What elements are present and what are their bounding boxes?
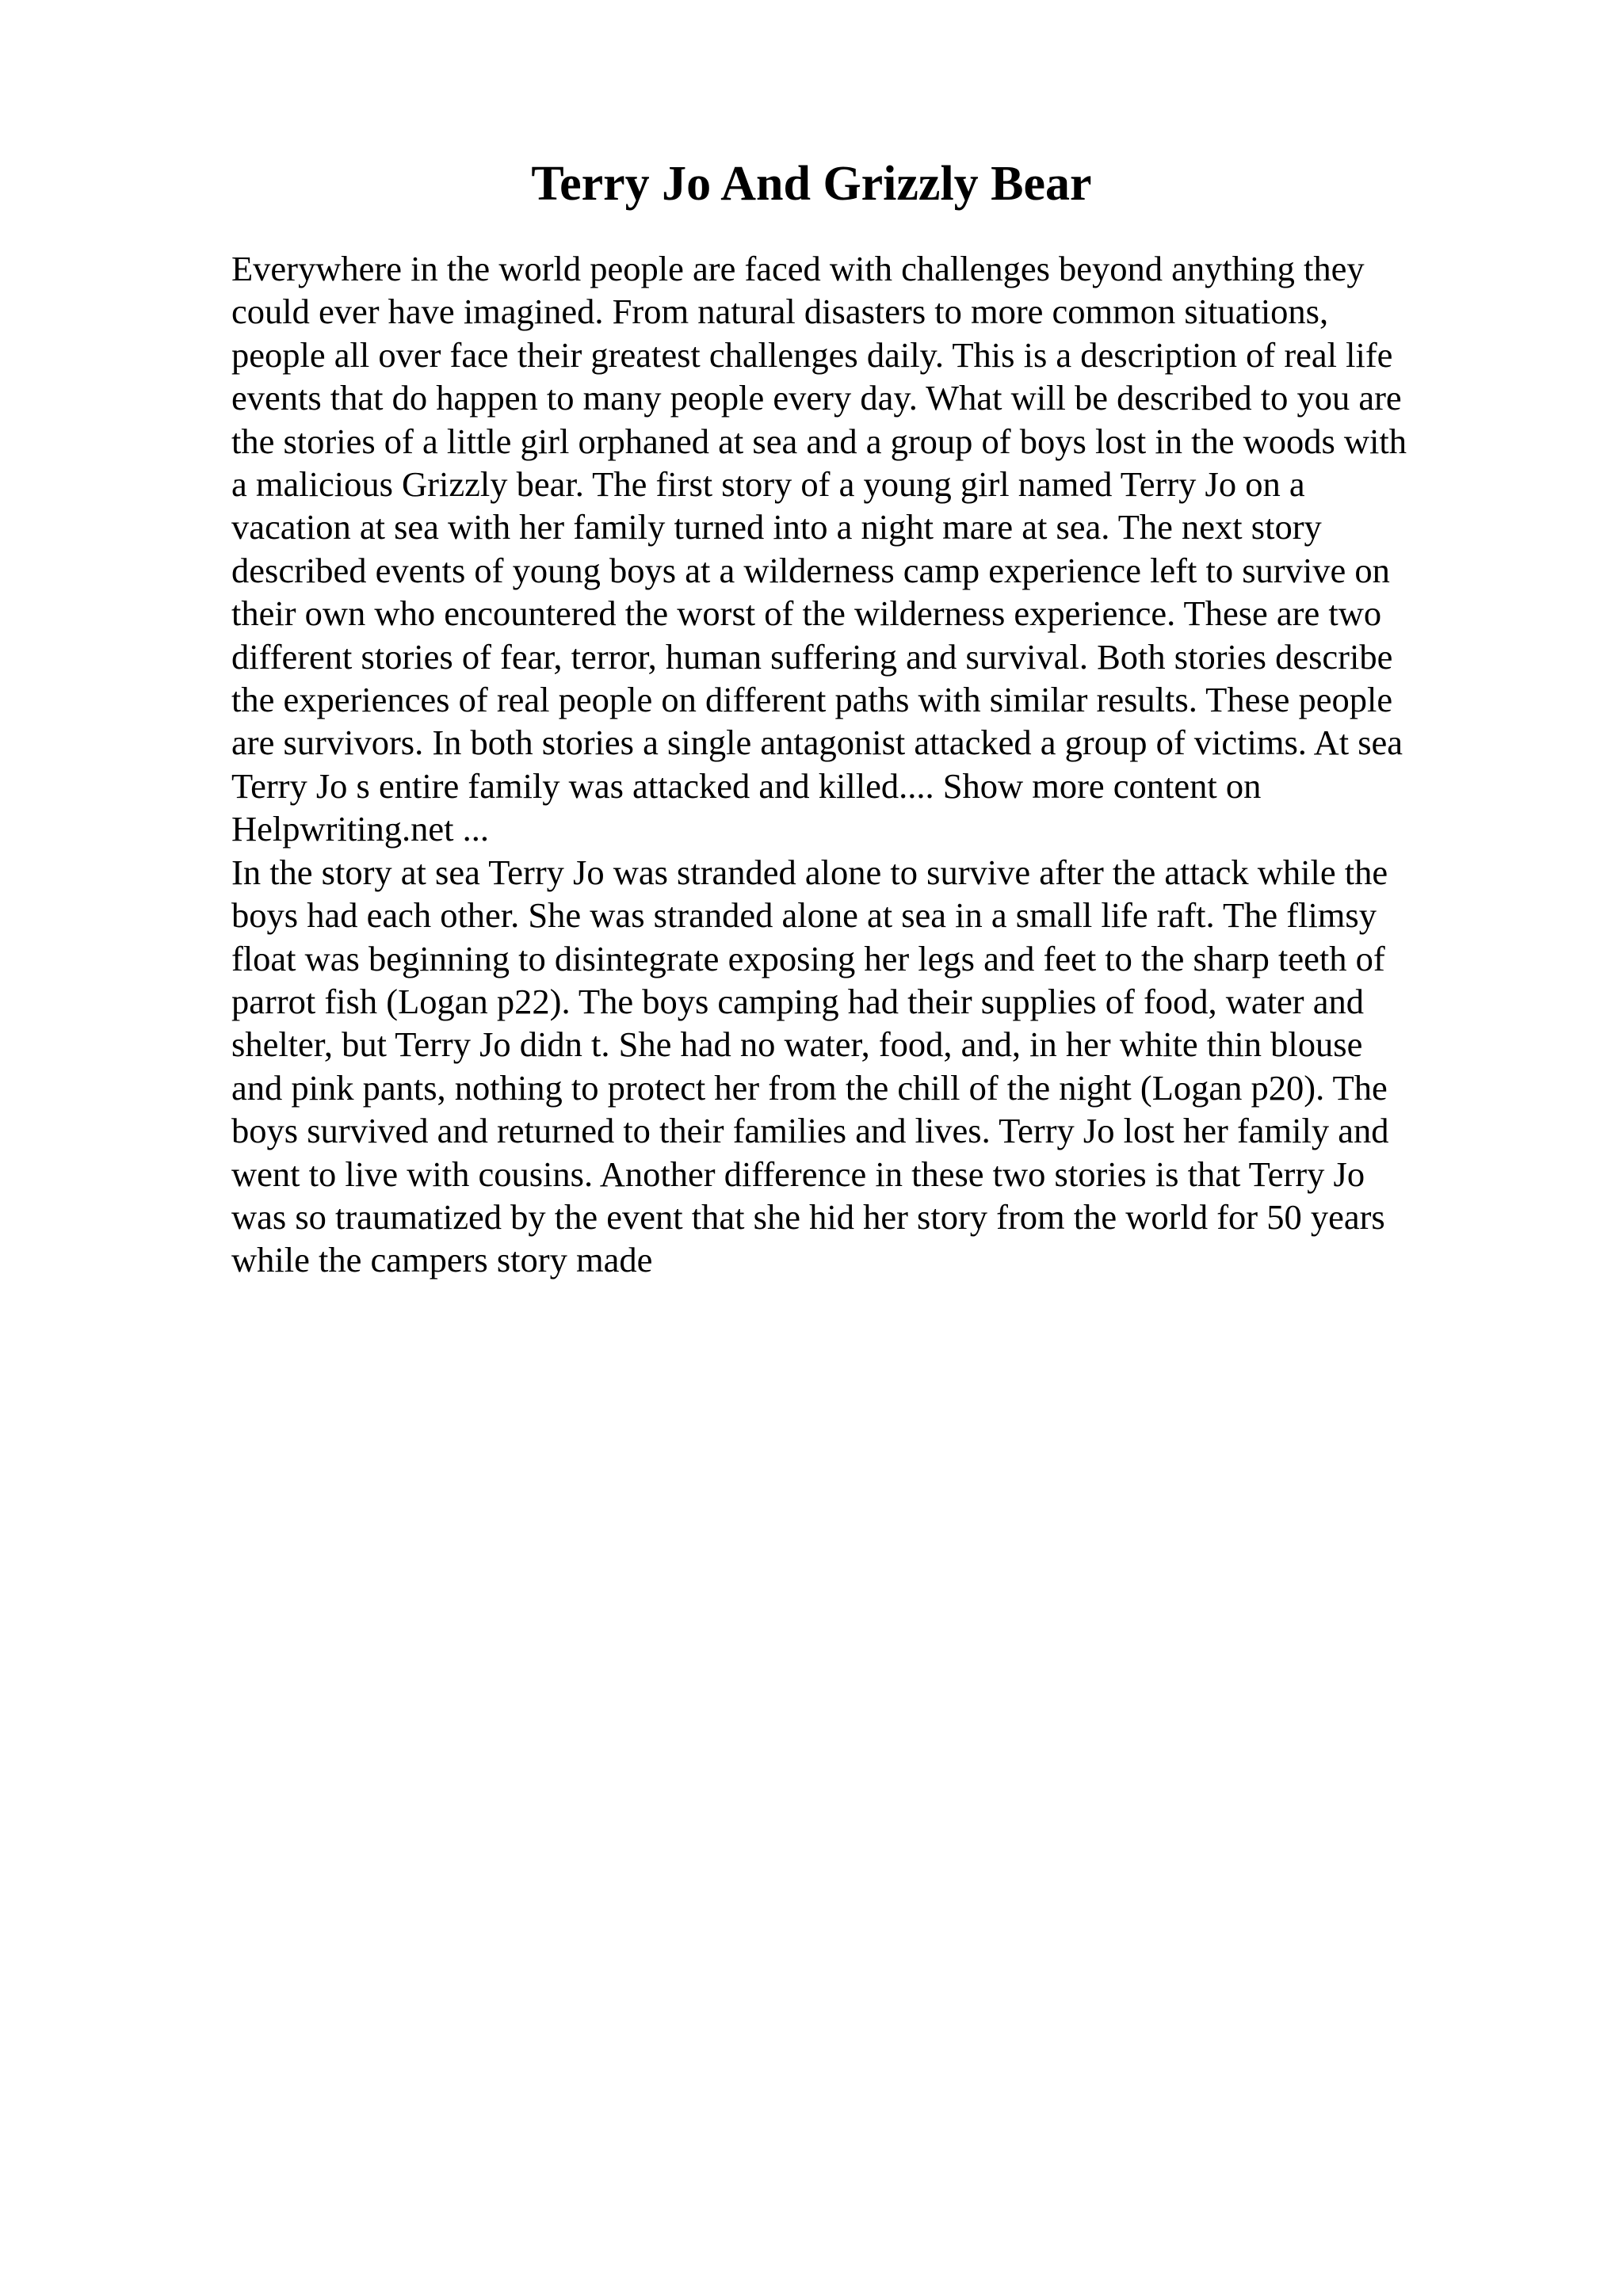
- text-line: a malicious Grizzly bear. The first story of a young girl named Terry Jo on a: [231, 464, 1305, 505]
- text-line: described events of young boys at a wilderness camp experience left to survive on: [231, 550, 1390, 590]
- text-line: are survivors. In both stories a single antagonist attacked a group of victims. At sea: [231, 723, 1403, 763]
- text-line: went to live with cousins. Another difference in these two stories is that Terry Jo: [231, 1154, 1365, 1194]
- text-line: their own who encountered the worst of the wilderness experience. These are two: [231, 593, 1382, 634]
- text-line: parrot fish (Logan p22). The boys camping had their supplies of food, water and: [231, 981, 1364, 1021]
- text-line: while the campers story made: [231, 1240, 653, 1280]
- text-line: and pink pants, nothing to protect her from the chill of the night (Logan p20). The: [231, 1067, 1388, 1108]
- text-line: was so traumatized by the event that she hid her story from the world for 50 years: [231, 1196, 1385, 1237]
- text-line: boys had each other. She was stranded alone at sea in a small life raft. The flimsy: [231, 895, 1377, 936]
- text-line: Everywhere in the world people are faced with challenges beyond anything they: [231, 249, 1365, 288]
- text-line: the experiences of real people on different paths with similar results. These people: [231, 680, 1393, 720]
- text-line: In the story at sea Terry Jo was stranded alone to survive after the attack while the: [231, 852, 1388, 892]
- text-line: the stories of a little girl orphaned at sea and a group of boys lost in the woods with: [231, 421, 1407, 461]
- text-line: events that do happen to many people every day. What will be described to you are: [231, 378, 1402, 418]
- text-line: float was beginning to disintegrate exposing her legs and feet to the sharp teeth of: [231, 938, 1385, 978]
- text-line: Helpwriting.net ...: [231, 809, 490, 849]
- text-line: could ever have imagined. From natural disasters to more common situations,: [231, 292, 1329, 332]
- page-title: Terry Jo And Grizzly Bear: [531, 157, 1092, 211]
- document-body: [231, 247, 1484, 1282]
- text-line: people all over face their greatest challenges daily. This is a description of real life: [231, 334, 1393, 375]
- text-line: different stories of fear, terror, human suffering and survival. Both stories describe: [231, 636, 1393, 677]
- text-line: vacation at sea with her family turned into a night mare at sea. The next story: [231, 507, 1322, 547]
- text-line: Terry Jo s entire family was attacked and killed.... Show more content on: [231, 765, 1262, 806]
- text-line: shelter, but Terry Jo didn t. She had no water, food, and, in her white thin blouse: [231, 1024, 1363, 1065]
- text-line: boys survived and returned to their families and lives. Terry Jo lost her family and: [231, 1111, 1389, 1151]
